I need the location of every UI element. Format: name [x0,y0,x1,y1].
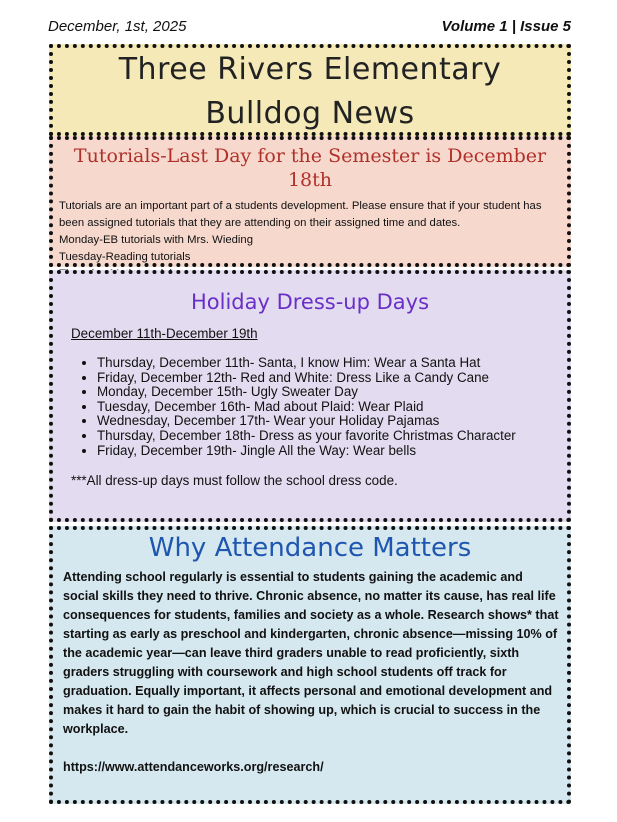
tutorials-heading: Tutorials-Last Day for the Semester is December 18th [73,145,547,191]
dress-code-note: ***All dress-up days must follow the school dress code. [71,473,398,489]
tutorials-intro: Tutorials are an important part of a students development. Please ensure that if your student has been assigned tutorials that they are attending on their assigned time and dates. [59,200,542,229]
tutorials-line: Tuesday-Reading tutorials [59,251,191,263]
issue-date: December, 1st, 2025 [48,18,187,35]
dress-up-list [53,356,567,458]
list-item: • Monday, December 15th- Ugly Sweater Day [97,385,567,400]
dress-up-section [49,270,571,522]
list-item: • Thursday, December 18th- Dress as your favorite Christmas Character [97,429,567,444]
masthead-school-name: Three Rivers Elementary [118,52,502,87]
masthead-newsletter-name: Bulldog News [205,96,415,131]
attendance-heading: Why Attendance Matters [148,533,472,563]
list-item: • Friday, December 12th- Red and White: Dress Like a Candy Cane [97,371,567,386]
list-item: • Tuesday, December 16th- Mad about Plaid: Wear Plaid [97,400,567,415]
list-item: • Friday, December 19th- Jingle All the Way: Wear bells [97,444,567,459]
list-item: • Wednesday, December 17th- Wear your Holiday Pajamas [97,414,567,429]
tutorials-line: Monday-EB tutorials with Mrs. Wieding [59,234,253,246]
masthead [49,44,571,136]
attendance-section [49,526,571,804]
dress-up-date-range: December 11th-December 19th [71,326,258,341]
research-link[interactable]: https://www.attendanceworks.org/research/ [63,760,324,774]
volume-issue: Volume 1 | Issue 5 [441,18,571,35]
list-item: • Thursday, December 11th- Santa, I know Him: Wear a Santa Hat [97,356,567,371]
tutorials-section [49,136,571,267]
attendance-body: Attending school regularly is essential to students gaining the academic and social skills they need to thrive. Chronic absence, no matter its cause, has real life consequences for students, families and society as a whole. Research shows* that starting as early as preschool and kindergarten, chronic absence—missing 10% of the academic year—can leave third graders unable to read proficiently, sixth graders struggling with coursework and high school students off track for graduation. Equally important, it affects personal and emotional development and makes it hard to gain the habit of showing up, which is crucial to success in the workplace. [63,570,559,736]
dress-up-heading: Holiday Dress-up Days [190,290,430,314]
